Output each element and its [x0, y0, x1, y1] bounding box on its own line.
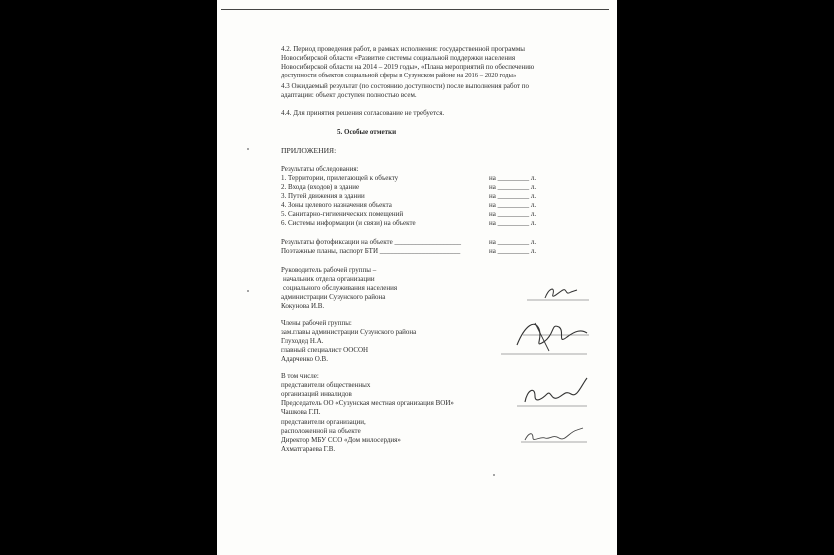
scan-speck [493, 474, 495, 476]
photo-results: Результаты фотофиксации на объекте ___________________ [281, 238, 461, 246]
disability-orgs: организаций инвалидов [281, 390, 352, 398]
photo-results-pages: на _________ л. [489, 238, 537, 246]
section-4-2-line-4: доступности объектов социальной сферы в Сузунском районе на 2016 – 2020 годы» [281, 72, 517, 79]
survey-item: 4. Зоны целевого назначения объекта [281, 201, 392, 209]
attachments-title: ПРИЛОЖЕНИЯ: [281, 146, 337, 155]
public-reps: представители общественных [281, 381, 371, 389]
member-2-name: Адарченко О.В. [281, 355, 328, 363]
signature-chashkova [517, 376, 597, 415]
member-2-position: главный специалист ООСОН [281, 346, 369, 354]
survey-item-pages: на _________ л. [489, 174, 537, 182]
leader-position-1: начальник отдела организации [283, 275, 375, 283]
section-4-4: 4.4. Для принятия решения согласование не требуется. [281, 109, 445, 117]
floor-plans-pages: на _________ л. [489, 247, 537, 255]
survey-item-pages: на _________ л. [489, 183, 537, 191]
survey-item-pages: на _________ л. [489, 201, 537, 209]
director-name: Ахматгараева Г.В. [281, 445, 336, 453]
member-1-name: Глуходед Н.А. [281, 337, 324, 345]
section-4-2-line-1: 4.2. Период проведения работ, в рамках исполнения: государственной программы [281, 45, 525, 53]
section-4-2-line-2: Новосибирской области «Развитие системы социальной поддержки населения [281, 54, 516, 62]
scan-speck [247, 148, 249, 150]
signature-kokunova [525, 282, 595, 309]
top-scan-line [221, 9, 609, 10]
chairman-name: Чашкова Г.П. [281, 408, 321, 416]
including-title: В том числе: [281, 372, 319, 380]
leader-title: Руководитель рабочей группы – [281, 266, 377, 274]
survey-item: 5. Санитарно-гигиенических помещений [281, 210, 404, 218]
survey-item: 3. Путей движения в здании [281, 192, 365, 200]
scan-speck [247, 290, 249, 292]
section-4-3-line-2: адаптации: объект доступен полностью всем. [281, 91, 417, 99]
signature-adarchenko [501, 345, 591, 363]
survey-title: Результаты обследования: [281, 165, 359, 173]
document-page [217, 0, 617, 555]
survey-item-pages: на _________ л. [489, 210, 537, 218]
survey-item: 6. Системы информации (и связи) на объекте [281, 219, 416, 227]
section-4-2-line-3: Новосибирской области на 2014 – 2019 годы», «Плана мероприятий по обеспечению [281, 63, 535, 71]
signature-akhmatgaraeva [521, 424, 591, 451]
leader-position-2: социального обслуживания населения [283, 284, 398, 292]
director-position: Директор МБУ ССО «Дом милосердия» [281, 436, 401, 444]
section-5-heading: 5. Особые отметки [337, 128, 397, 136]
org-reps: представители организации, [281, 418, 366, 426]
floor-plans: Поэтажные планы, паспорт БТИ _______________________ [281, 247, 461, 255]
section-4-3-line-1: 4.3 Ожидаемый результат (по состоянию доступности) после выполнения работ по [281, 82, 530, 90]
survey-item: 2. Входа (входов) в здание [281, 183, 360, 191]
leader-position-3: администрации Сузунского района [281, 293, 386, 301]
leader-name: Кокунова И.В. [281, 302, 325, 310]
member-1-position: зам.главы администрации Сузунского района [281, 328, 417, 336]
members-title: Члены рабочей группы: [281, 319, 352, 327]
survey-item: 1. Территории, прилегающей к объекту [281, 174, 399, 182]
org-location: расположенной на объекте [281, 427, 361, 435]
survey-item-pages: на _________ л. [489, 219, 537, 227]
survey-item-pages: на _________ л. [489, 192, 537, 200]
chairman-position: Председатель ОО «Сузунская местная организация ВОИ» [281, 399, 454, 407]
